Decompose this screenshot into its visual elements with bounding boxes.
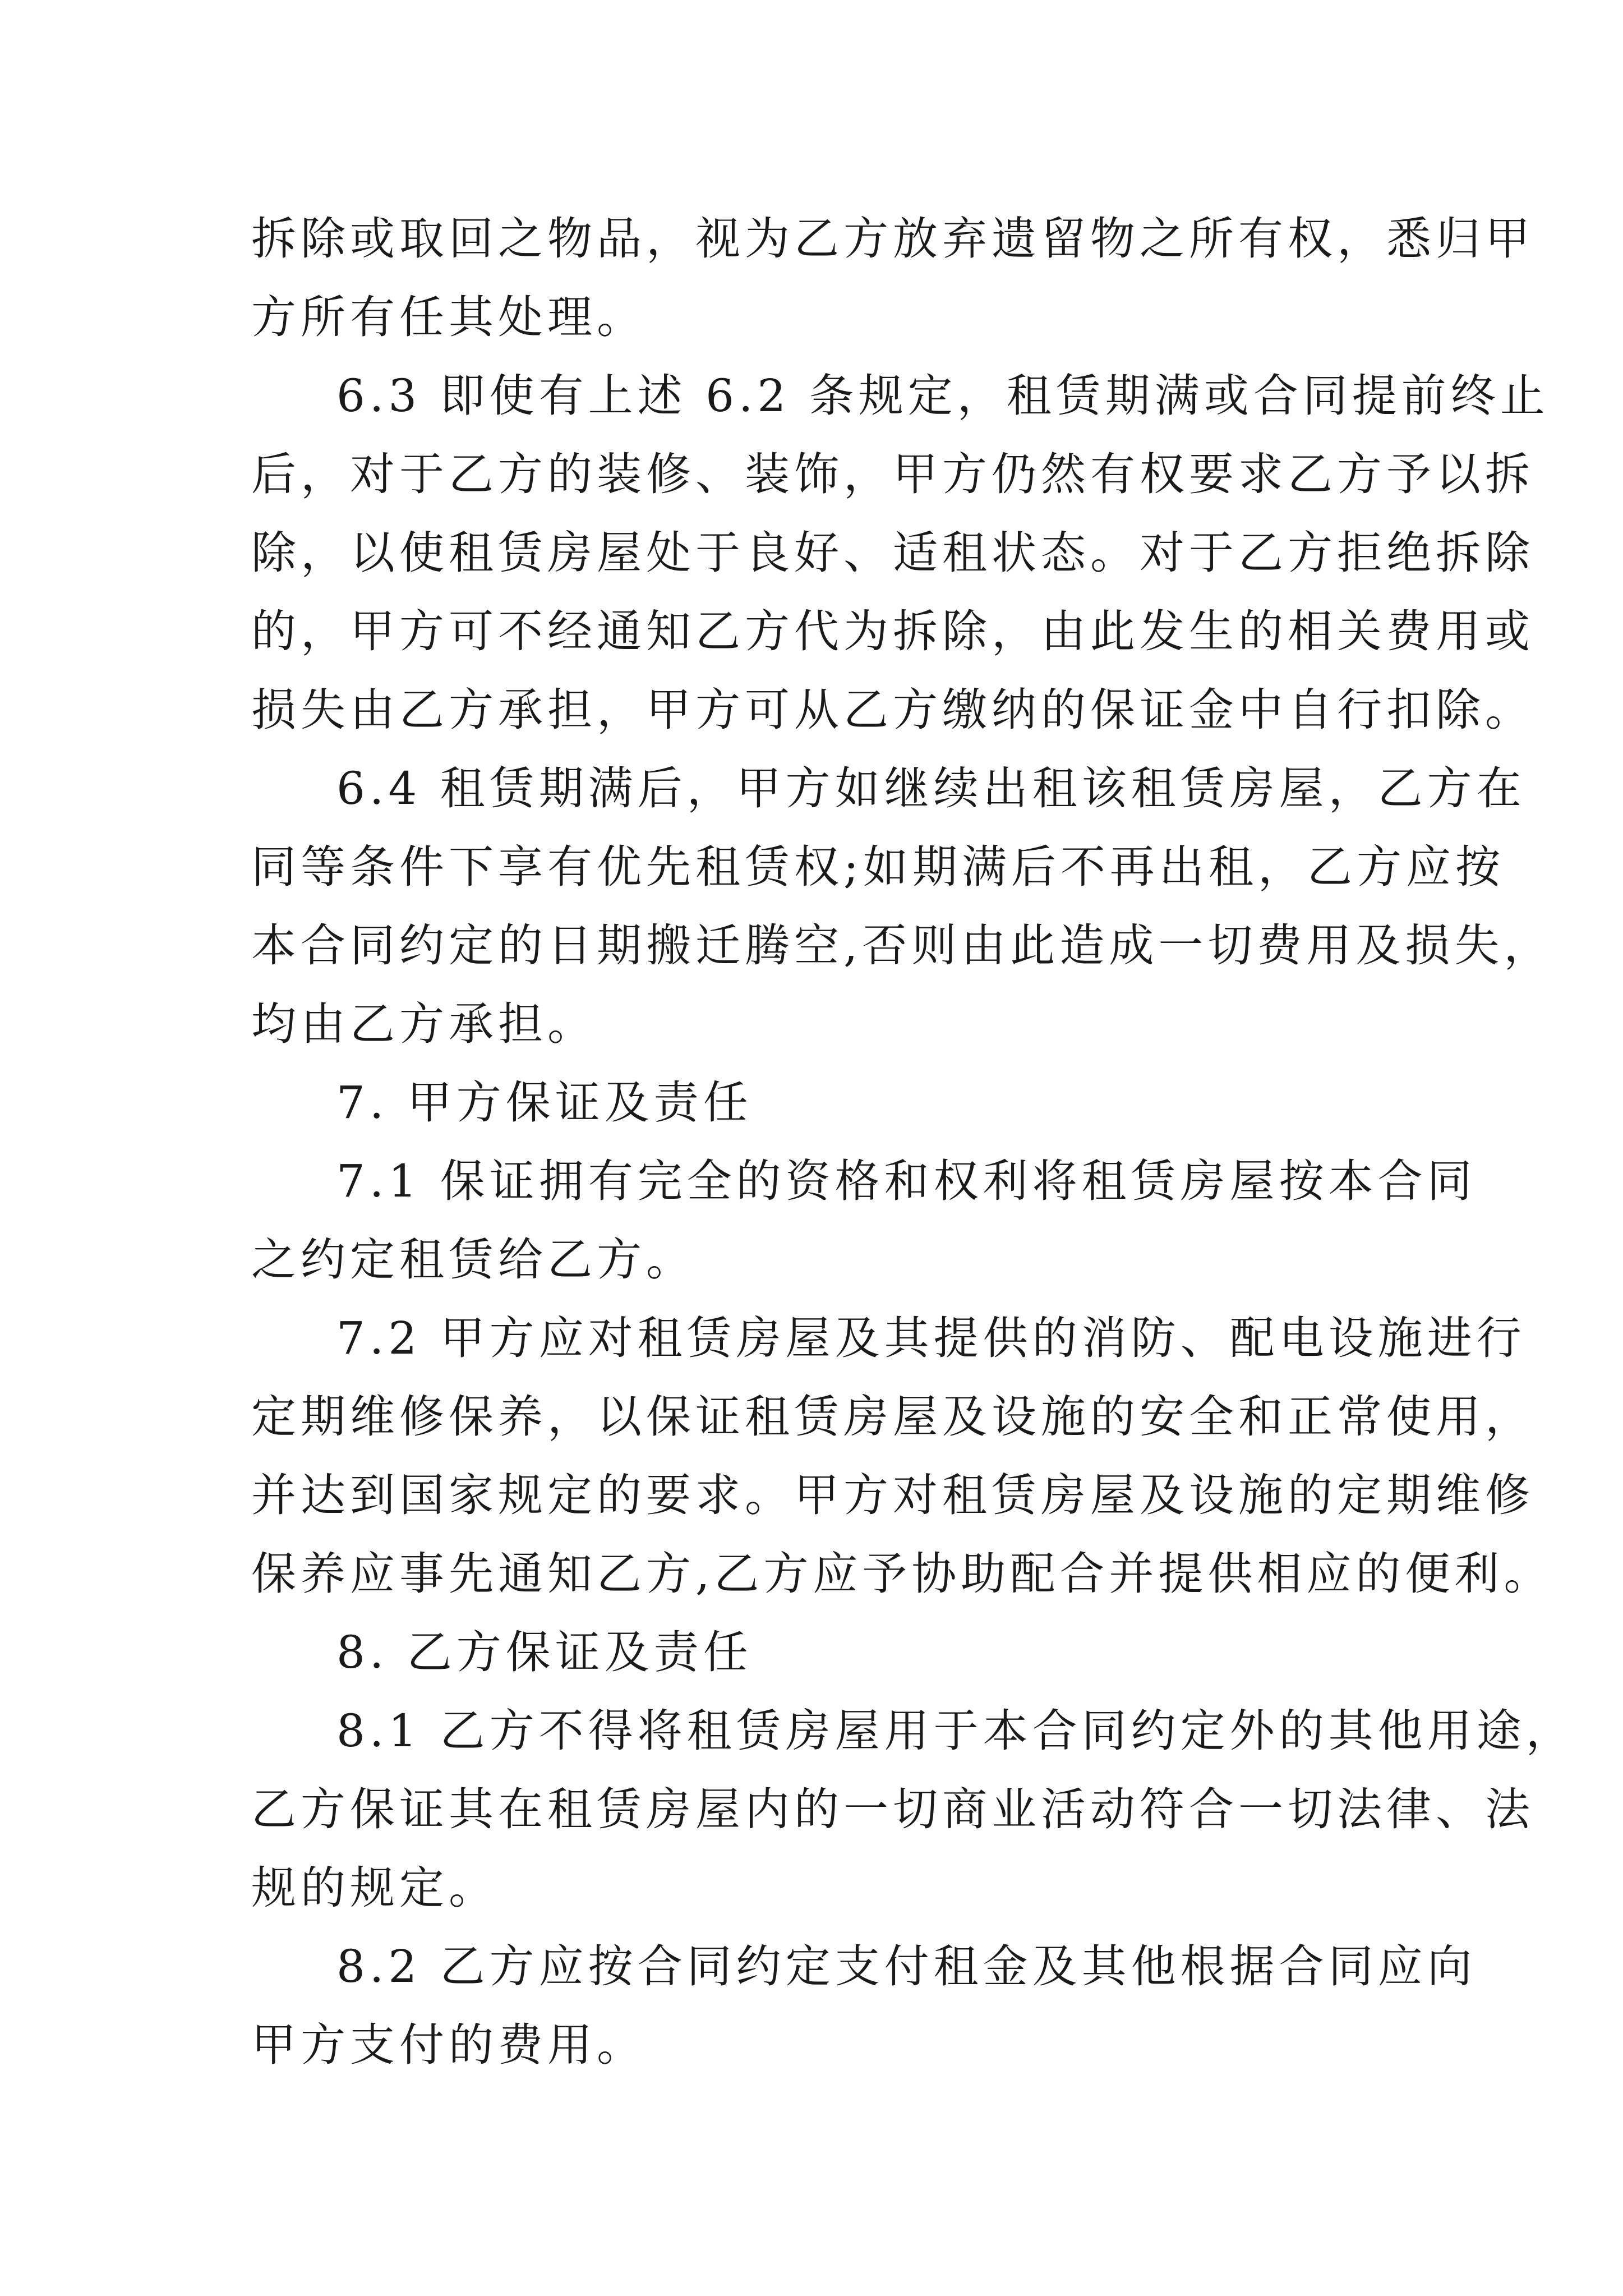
text-line: 方所有任其处理。 [251, 291, 646, 343]
text-line: 除，以使租赁房屋处于良好、适租状态。对于乙方拒绝拆除 [251, 527, 1534, 579]
text-line: 7.1 保证拥有完全的资格和权利将租赁房屋按本合同 [336, 1155, 1477, 1207]
text-line: 拆除或取回之物品，视为乙方放弃遗留物之所有权，悉归甲 [251, 213, 1534, 265]
text-line: 均由乙方承担。 [251, 998, 597, 1050]
text-line: 同等条件下享有优先租赁权;如期满后不再出租，乙方应按 [251, 841, 1505, 893]
text-line: 并达到国家规定的要求。甲方对租赁房屋及设施的定期维修 [251, 1469, 1534, 1521]
text-line: 规的规定。 [251, 1862, 498, 1914]
text-line: 甲方支付的费用。 [251, 2019, 646, 2071]
text-line: 定期维修保养，以保证租赁房屋及设施的安全和正常使用， [251, 1391, 1534, 1443]
text-line: 后，对于乙方的装修、装饰，甲方仍然有权要求乙方予以拆 [251, 448, 1534, 500]
text-line: 8.2 乙方应按合同约定支付租金及其他根据合同应向 [336, 1940, 1477, 1993]
text-line: 的，甲方可不经通知乙方代为拆除，由此发生的相关费用或 [251, 605, 1534, 657]
text-line: 本合同约定的日期搬迁腾空,否则由此造成一切费用及损失， [251, 919, 1553, 972]
text-line: 7.2 甲方应对租赁房屋及其提供的消防、配电设施进行 [336, 1312, 1526, 1364]
text-line: 乙方保证其在租赁房屋内的一切商业活动符合一切法律、法 [251, 1783, 1534, 1835]
section-heading: 8. 乙方保证及责任 [336, 1626, 753, 1678]
text-line: 损失由乙方承担，甲方可从乙方缴纳的保证金中自行扣除。 [251, 684, 1534, 736]
text-line: 保养应事先通知乙方,乙方应予协助配合并提供相应的便利。 [251, 1548, 1553, 1600]
section-heading: 7. 甲方保证及责任 [336, 1076, 753, 1129]
text-line: 6.4 租赁期满后，甲方如继续出租该租赁房屋，乙方在 [336, 762, 1526, 815]
text-line: 6.3 即使有上述 6.2 条规定，租赁期满或合同提前终止 [336, 370, 1550, 422]
text-line: 8.1 乙方不得将租赁房屋用于本合同约定外的其他用途， [336, 1705, 1575, 1757]
text-line: 之约定租赁给乙方。 [251, 1234, 695, 1286]
